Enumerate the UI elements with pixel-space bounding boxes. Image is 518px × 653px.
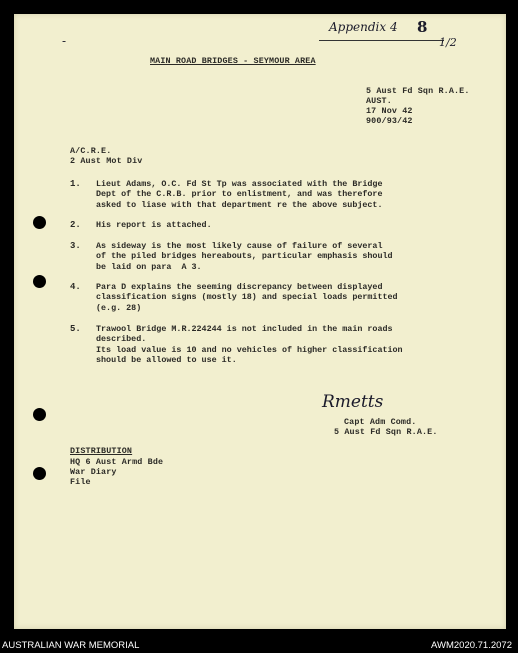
paragraph-text: Para D explains the seeming discrepancy between displayed classification signs (mostly 18) and special loads permitted (e.g. 28) [96,282,398,313]
distribution-item: HQ 6 Aust Armd Bde [70,457,164,467]
document-page [14,14,506,629]
document-title: MAIN ROAD BRIDGES - SEYMOUR AREA [150,56,316,66]
addressee-line2: 2 Aust Mot Div [70,156,143,166]
paragraph-text: His report is attached. [96,220,212,230]
paragraph-text: As sideway is the most likely cause of failure of several of the piled bridges hereabouts, particular emphasis should be laid on para A 3. [96,241,393,272]
addressee-line1: A/C.R.E. [70,146,112,156]
footer-accession: AWM2020.71.2072 [431,640,512,651]
para-number: 3. [70,241,81,251]
signature-unit: 5 Aust Fd Sqn R.A.E. [334,427,438,437]
punch-hole [33,275,46,288]
punch-hole [33,216,46,229]
para-number: 2. [70,220,81,230]
distribution-item: File [70,477,91,487]
header-date: 17 Nov 42 [366,106,413,116]
punch-hole [33,467,46,480]
punch-hole [33,408,46,421]
para-number: 5. [70,324,81,334]
margin-mark: - [62,34,67,48]
paragraph-text: Lieut Adams, O.C. Fd St Tp was associated with the Bridge Dept of the C.R.B. prior to enlistment, and was therefore asked to liase with that department re the above subject. [96,179,383,210]
appendix-label: Appendix 4 [329,20,398,34]
para-number: 4. [70,282,81,292]
appendix-number: 8 [417,18,428,36]
header-unit: 5 Aust Fd Sqn R.A.E. [366,86,470,96]
header-ref: 900/93/42 [366,116,413,126]
para-number: 1. [70,179,81,189]
footer-institution: AUSTRALIAN WAR MEMORIAL [2,640,140,651]
header-place: AUST. [366,96,392,106]
appendix-annotation [319,16,444,41]
signature: Rmetts [322,392,384,412]
distribution-item: War Diary [70,467,117,477]
page-annotation: 1/2 [439,36,457,49]
paragraph-text: Trawool Bridge M.R.224244 is not included in the main roads described. Its load value is 10 and no vehicles of higher classification should be allowed to use it. [96,324,403,366]
distribution-heading: DISTRIBUTION [70,446,133,456]
signature-name: Capt Adm Comd. [344,417,417,427]
